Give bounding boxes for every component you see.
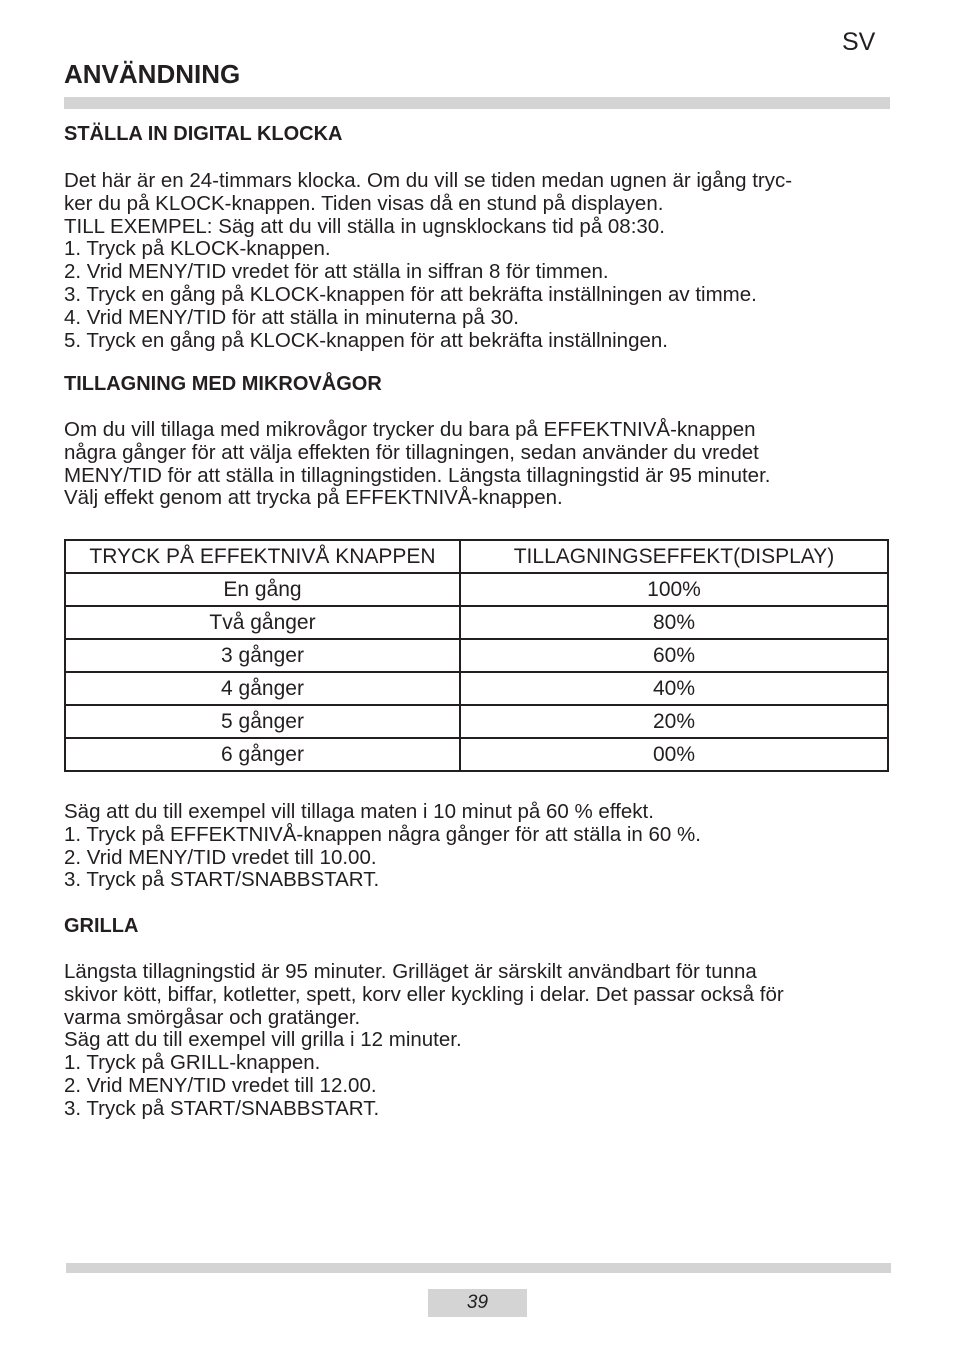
table-cell-presses: Två gånger	[65, 606, 460, 639]
column-header-presses: TRYCK PÅ EFFEKTNIVÅ KNAPPEN	[65, 540, 460, 573]
table-cell-power: 00%	[460, 738, 888, 771]
table-cell-power: 20%	[460, 705, 888, 738]
grill-instructions: Längsta tillagningstid är 95 minuter. Grilläget är särskilt användbart för tunna skivor kött, biffar, kotletter, spett, korv eller kyckling i delar. Det passar också för varma smörgåsar och gratänger. Säg att du till exempel vill grilla i 12 minuter. 1. Tryck på GRILL-knappen. 2. Vrid MENY/TID vredet till 12.00. 3. Tryck på START/SNABBSTART.	[64, 960, 784, 1120]
table-cell-presses: En gång	[65, 573, 460, 606]
table-cell-presses: 5 gånger	[65, 705, 460, 738]
table-cell-power: 40%	[460, 672, 888, 705]
table-cell-power: 100%	[460, 573, 888, 606]
table-row	[65, 672, 888, 705]
table-cell-presses: 3 gånger	[65, 639, 460, 672]
power-level-table	[64, 539, 889, 772]
language-code: SV	[842, 28, 876, 56]
table-row	[65, 639, 888, 672]
table-row	[65, 606, 888, 639]
table-row	[65, 738, 888, 771]
table-cell-presses: 6 gånger	[65, 738, 460, 771]
header-divider	[64, 97, 890, 109]
table-cell-power: 80%	[460, 606, 888, 639]
clock-instructions: Det här är en 24-timmars klocka. Om du vill se tiden medan ugnen är igång tryc- ker du på KLOCK-knappen. Tiden visas då en stund på displayen. TILL EXEMPEL: Säg att du vill ställa in ugnsklockans tid på 08:30. 1. Tryck på KLOCK-knappen. 2. Vrid MENY/TID vredet för att ställa in siffran 8 för timmen. 3. Tryck en gång på KLOCK-knappen för att bekräfta inställningen av timme. 4. Vrid MENY/TID för att ställa in minuterna på 30. 5. Tryck en gång på KLOCK-knappen för att bekräfta inställningen.	[64, 169, 793, 352]
page-number: 39	[428, 1289, 527, 1317]
section-heading-grill: GRILLA	[64, 915, 139, 937]
page-title: ANVÄNDNING	[64, 59, 241, 89]
table-header-row	[65, 540, 888, 573]
table-row	[65, 705, 888, 738]
microwave-example: Säg att du till exempel vill tillaga maten i 10 minut på 60 % effekt. 1. Tryck på EFFEKTNIVÅ-knappen några gånger för att ställa in 60 %. 2. Vrid MENY/TID vredet till 10.00. 3. Tryck på START/SNABBSTART.	[64, 800, 701, 892]
footer-divider	[66, 1263, 891, 1273]
section-heading-clock: STÄLLA IN DIGITAL KLOCKA	[64, 123, 343, 145]
table-row	[65, 573, 888, 606]
column-header-power: TILLAGNINGSEFFEKT(DISPLAY)	[460, 540, 888, 573]
section-heading-microwave: TILLAGNING MED MIKROVÅGOR	[64, 373, 382, 395]
table-cell-power: 60%	[460, 639, 888, 672]
table-cell-presses: 4 gånger	[65, 672, 460, 705]
microwave-instructions: Om du vill tillaga med mikrovågor trycker du bara på EFFEKTNIVÅ-knappen några gånger för att välja effekten för tillagningen, sedan använder du vredet MENY/TID för att ställa in tillagningstiden. Längsta tillagningstid är 95 minuter. Välj effekt genom att trycka på EFFEKTNIVÅ-knappen.	[64, 418, 771, 510]
